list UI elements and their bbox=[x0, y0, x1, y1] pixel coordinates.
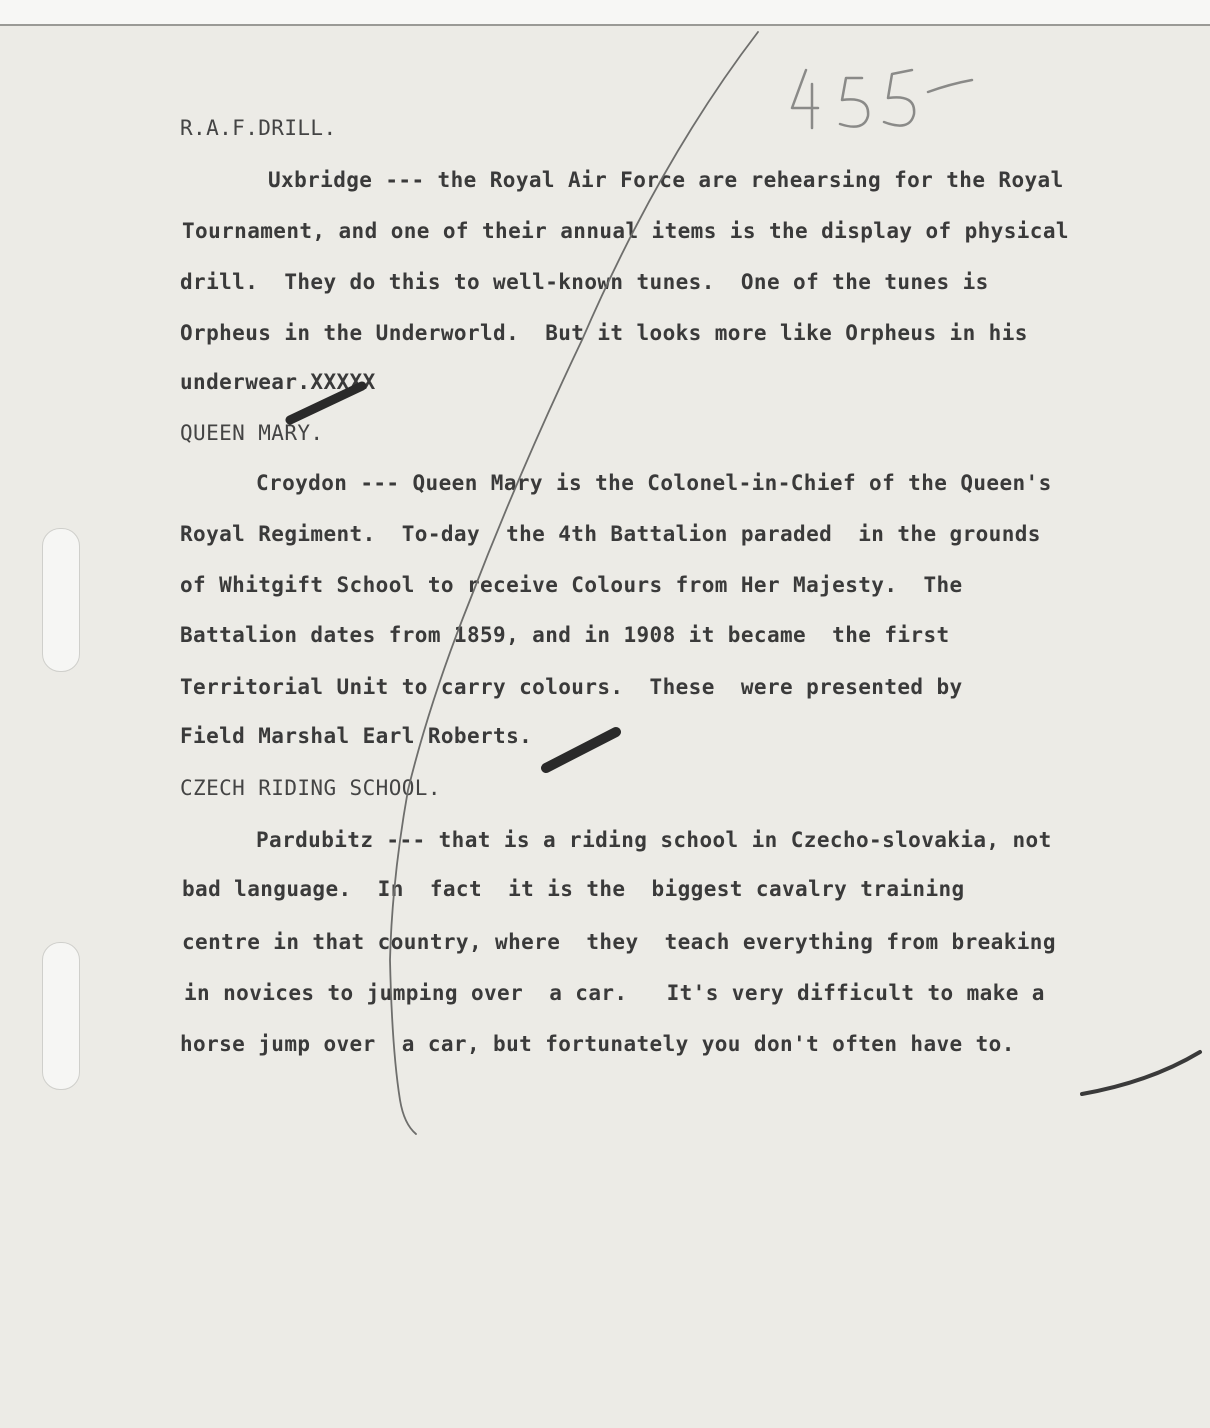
cross-out-mark bbox=[290, 386, 362, 420]
queen-mary-line-1: Croydon --- Queen Mary is the Colonel-in-Chief of the Queen's bbox=[256, 471, 1052, 495]
raf-line-2: Tournament, and one of their annual items is the display of physical bbox=[182, 219, 1069, 243]
raf-line-5: underwear.XXXXX bbox=[180, 370, 376, 394]
raf-line-1: Uxbridge --- the Royal Air Force are rehearsing for the Royal bbox=[268, 168, 1064, 192]
czech-line-3: centre in that country, where they teach everything from breaking bbox=[182, 930, 1056, 954]
heavy-pencil-mark bbox=[546, 732, 616, 768]
queen-mary-line-5: Territorial Unit to carry colours. These were presented by bbox=[180, 675, 963, 699]
section-heading-raf-drill: R.A.F.DRILL. bbox=[180, 116, 337, 140]
czech-line-5: horse jump over a car, but fortunately you don't often have to. bbox=[180, 1032, 1015, 1056]
pencil-margin-line bbox=[390, 32, 758, 1134]
queen-mary-line-3: of Whitgift School to receive Colours from Her Majesty. The bbox=[180, 573, 963, 597]
queen-mary-line-4: Battalion dates from 1859, and in 1908 it became the first bbox=[180, 623, 950, 647]
czech-line-1: Pardubitz --- that is a riding school in Czecho-slovakia, not bbox=[256, 828, 1052, 852]
queen-mary-line-6: Field Marshal Earl Roberts. bbox=[180, 724, 533, 748]
czech-line-4: in novices to jumping over a car. It's very difficult to make a bbox=[184, 981, 1045, 1005]
section-heading-queen-mary: QUEEN MARY. bbox=[180, 421, 324, 445]
czech-line-2: bad language. In fact it is the biggest cavalry training bbox=[182, 877, 965, 901]
queen-mary-line-2: Royal Regiment. To-day the 4th Battalion paraded in the grounds bbox=[180, 522, 1041, 546]
raf-line-4: Orpheus in the Underworld. But it looks more like Orpheus in his bbox=[180, 321, 1028, 345]
section-heading-czech-riding-school: CZECH RIDING SCHOOL. bbox=[180, 776, 441, 800]
handwritten-page-number bbox=[792, 70, 972, 128]
end-swoosh-mark bbox=[1082, 1052, 1200, 1094]
raf-line-3: drill. They do this to well-known tunes. One of the tunes is bbox=[180, 270, 989, 294]
